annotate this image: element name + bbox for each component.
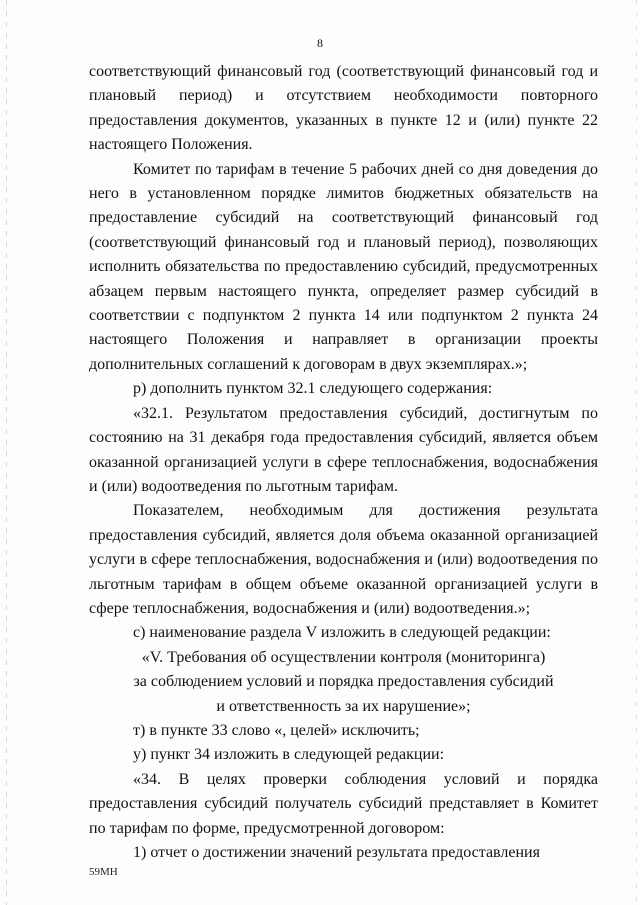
section-heading-line-3: и ответственность за их нарушение»; (216, 697, 471, 715)
paragraph-item-r: р) дополнить пунктом 32.1 следующего содержания: (133, 380, 493, 398)
scan-edge-right (636, 0, 637, 905)
document-code: 59МН (89, 866, 118, 878)
paragraph-committee: Комитет по тарифам в течение 5 рабочих дней со дня доведения до него в установленном порядке лимитов бюджетных обязательств на предоставление субсидий на соответствующий финансовый год (соответствующий финансовый год и плановый период), позволяющих исполнить обязательства по предоставлению субсидий, предусмотренных абзацем первым настоящего пункта, определяет размер субсидий в соответствии с подпунктом 2 пункта 14 или подпунктом 2 пункта 24 настоящего Положения и направляет в организации проекты дополнительных соглашений к договорам в двух экземплярах.»; (89, 160, 598, 373)
paragraph-indicator: Показателем, необходимым для достижения результата предоставления субсидий, является доля объема оказанной организацией услуги в сфере теплоснабжения, водоснабжения и (или) водоотведения по льготным тарифам в общем объеме оказанной организацией услуги в сфере теплоснабжения, водоснабжения и (или) водоотведения.»; (89, 502, 598, 617)
document-body (89, 60, 598, 865)
paragraph-34-item-1: 1) отчет о достижении значений результата предоставления (133, 844, 540, 861)
paragraph-32-1: «32.1. Результатом предоставления субсидий, достигнутым по состоянию на 31 декабря года предоставления субсидий, является объем оказанной организацией услуги в сфере теплоснабжения, водоснабжения и (или) водоотведения по льготным тарифам. (89, 404, 598, 495)
page-number: 8 (317, 36, 323, 50)
section-heading-line-1: «V. Требования об осуществлении контроля (мониторинга) (141, 648, 546, 666)
paragraph-34: «34. В целях проверки соблюдения условий и порядка предоставления субсидий получатель субсидий представляет в Комитет по тарифам по форме, предусмотренной договором: (89, 770, 598, 837)
paragraph-item-s: с) наименование раздела V изложить в следующей редакции: (133, 624, 551, 642)
paragraph-continuation: соответствующий финансовый год (соответствующий финансовый год и плановый период) и отсутствием необходимости повторного предоставления документов, указанных в пункте 12 и (или) пункте 22 настоящего Положения. (89, 63, 598, 154)
scan-edge-left (6, 0, 7, 905)
paragraph-item-u: у) пункт 34 изложить в следующей редакции: (133, 746, 445, 764)
section-heading-line-2: за соблюдением условий и порядка предоставления субсидий (133, 673, 554, 691)
paragraph-item-t: т) в пункте 33 слово «, целей» исключить; (133, 721, 420, 739)
